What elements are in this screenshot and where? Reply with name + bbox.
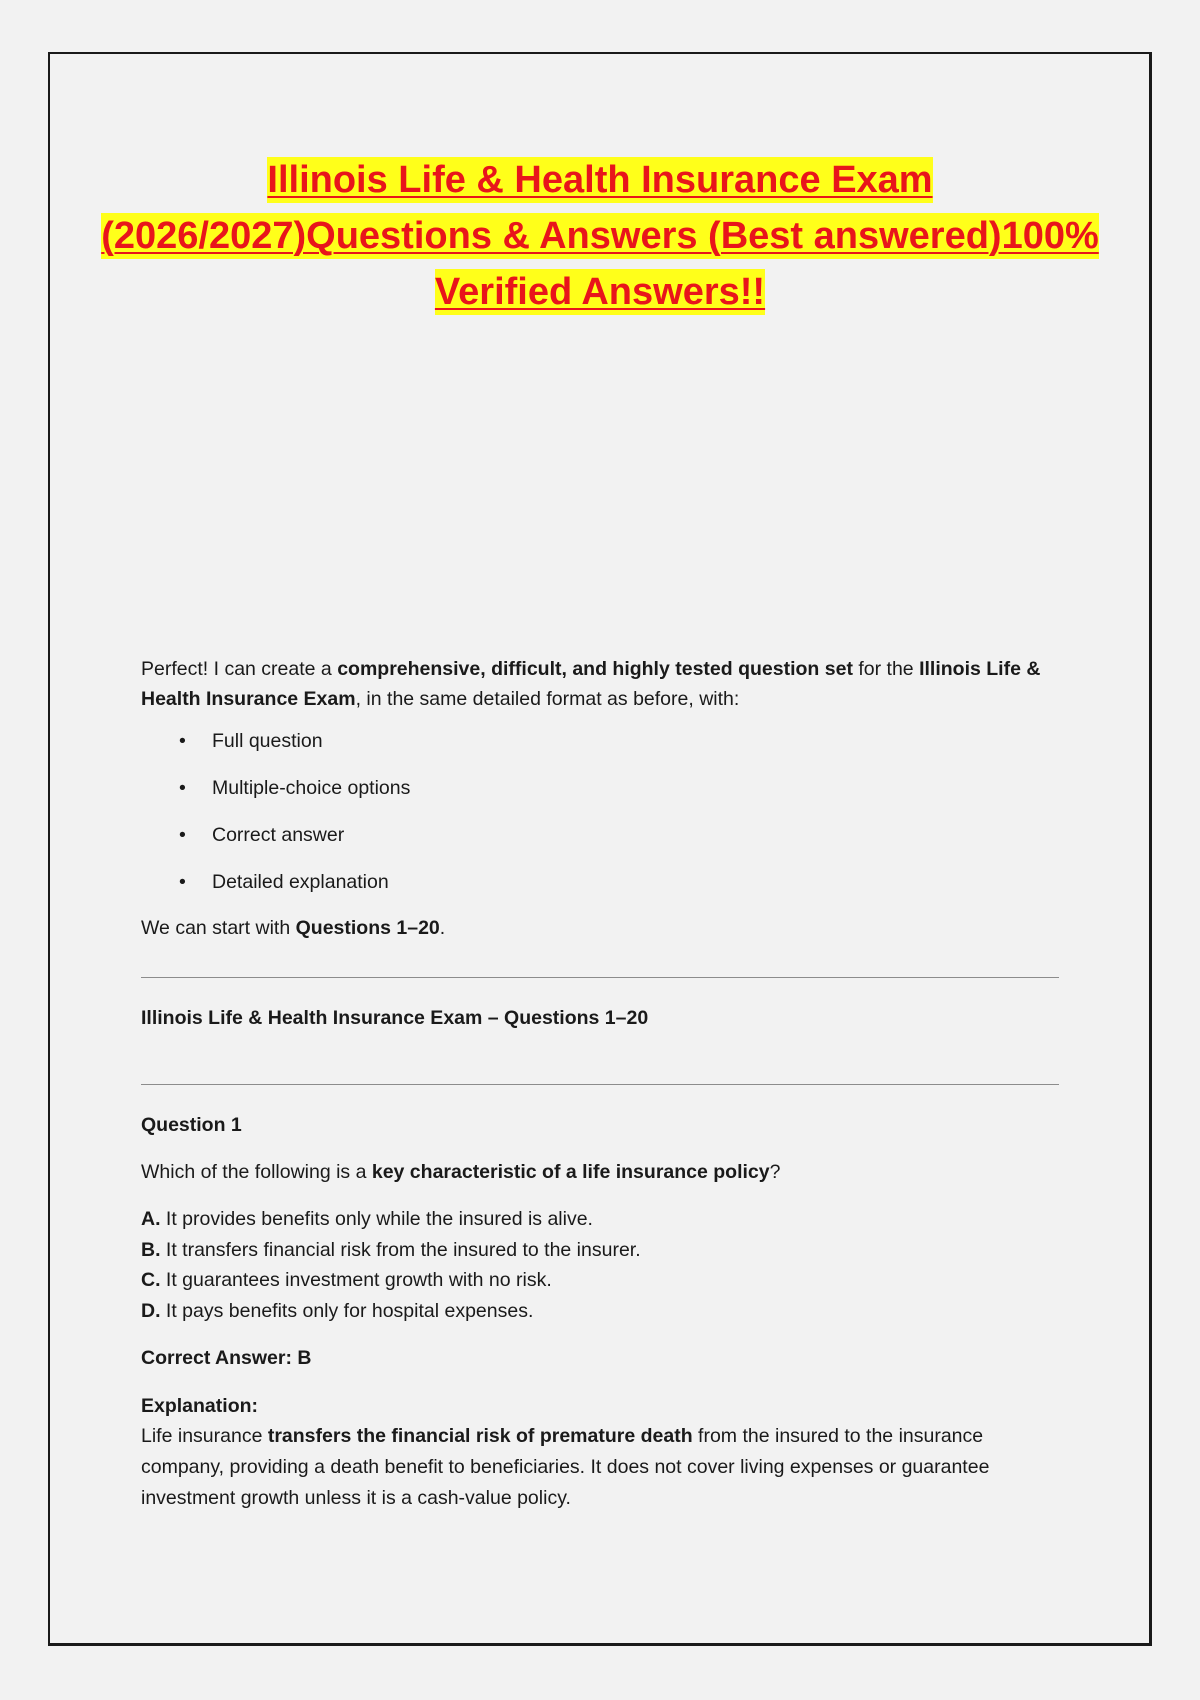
list-item-text: Full question xyxy=(212,730,323,752)
list-item-text: Multiple-choice options xyxy=(212,777,411,799)
question-text xyxy=(141,1157,1061,1187)
option-d xyxy=(141,1296,1061,1327)
start-text: We can start with xyxy=(141,917,296,939)
option-letter: D. xyxy=(141,1299,161,1322)
explanation-text xyxy=(141,1421,1061,1514)
option-c xyxy=(141,1265,1061,1296)
start-bold-range: Questions 1–20 xyxy=(295,917,440,939)
intro-bold-question-set: comprehensive, difficult, and highly tested question set xyxy=(337,658,853,680)
list-item-text: Correct answer xyxy=(212,824,345,846)
intro-text: for the xyxy=(852,658,920,680)
option-letter: A. xyxy=(141,1208,161,1230)
format-list xyxy=(141,726,1061,897)
correct-answer: Correct Answer: B xyxy=(141,1347,312,1369)
question-text-part: Which of the following is a xyxy=(141,1161,372,1183)
question-text-part: ? xyxy=(769,1161,781,1183)
explanation-text-part: Life insurance xyxy=(141,1425,268,1447)
intro-paragraph xyxy=(141,654,1061,714)
list-item xyxy=(141,726,1061,756)
option-text: It provides benefits only while the insured is alive. xyxy=(160,1208,593,1230)
title-line-1: Illinois Life & Health Insurance Exam xyxy=(267,159,933,201)
title-line-3: Verified Answers!! xyxy=(434,271,766,313)
start-text: . xyxy=(439,917,446,939)
section-heading: Illinois Life & Health Insurance Exam – Questions 1–20 xyxy=(141,1007,649,1029)
option-text: It transfers financial risk from the insured to the insurer. xyxy=(160,1238,641,1261)
start-paragraph xyxy=(141,913,1061,943)
document-body xyxy=(141,654,1061,1514)
explanation-label: Explanation: xyxy=(141,1395,259,1417)
option-a xyxy=(141,1204,1061,1235)
option-b xyxy=(141,1235,1061,1266)
question-title: Question 1 xyxy=(141,1114,242,1136)
list-item-text: Detailed explanation xyxy=(212,871,389,893)
horizontal-divider xyxy=(141,1084,1059,1085)
intro-bold-exam-name: Illinois Life & Health Insurance Exam xyxy=(141,658,1041,710)
option-letter: B. xyxy=(141,1238,161,1261)
bullet-icon: • xyxy=(179,824,186,846)
list-item xyxy=(141,773,1061,803)
question-bold-part: key characteristic of a life insurance policy xyxy=(371,1161,770,1183)
explanation-text-part: from the insured to the insurance company, providing a death benefit to beneficiaries. It does not cover living expenses or guarantee investment growth unless it is a cash-value policy. xyxy=(141,1425,990,1509)
explanation-bold-part: transfers the financial risk of premature death xyxy=(267,1425,693,1447)
option-letter: C. xyxy=(141,1269,161,1291)
horizontal-divider xyxy=(141,977,1059,978)
list-item xyxy=(141,867,1061,897)
title-line-2: (2026/2027)Questions & Answers (Best answered)100% xyxy=(101,215,1099,257)
option-text: It guarantees investment growth with no risk. xyxy=(160,1269,552,1291)
option-text: It pays benefits only for hospital expenses. xyxy=(160,1299,534,1322)
document-title xyxy=(96,152,1104,320)
list-item xyxy=(141,820,1061,850)
bullet-icon: • xyxy=(179,777,186,799)
bullet-icon: • xyxy=(179,730,186,752)
answer-options xyxy=(141,1204,1061,1326)
intro-text: Perfect! I can create a xyxy=(141,658,338,680)
bullet-icon: • xyxy=(179,871,186,893)
intro-text: , in the same detailed format as before, with: xyxy=(355,688,740,710)
